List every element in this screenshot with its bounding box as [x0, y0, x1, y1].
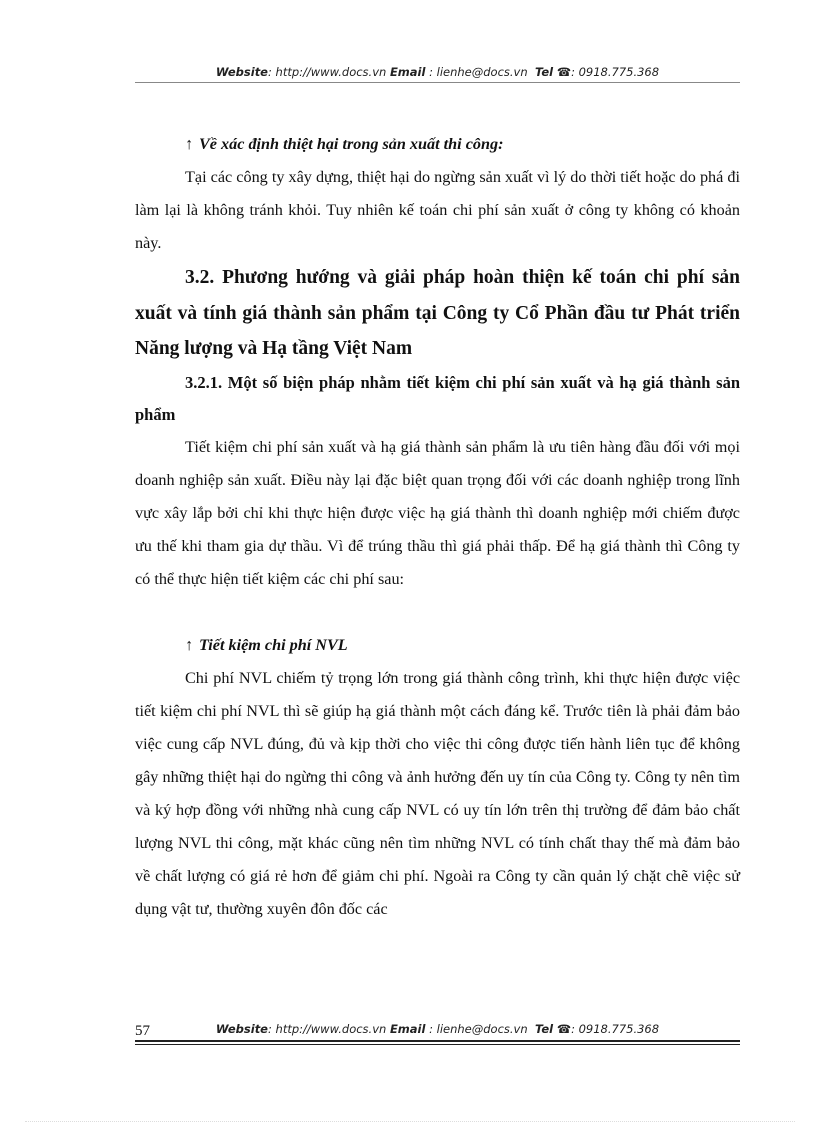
- header-email-label: Email: [389, 65, 426, 79]
- footer-rule-thick: [135, 1040, 740, 1042]
- telephone-icon: ☎: [556, 1022, 572, 1036]
- footer-website-url[interactable]: : http://www.docs.vn: [268, 1022, 387, 1036]
- blank-line: [135, 596, 740, 629]
- bullet-heading-nvl: [135, 629, 740, 662]
- page-header: [135, 65, 740, 79]
- bullet-heading-text: Tiết kiệm chi phí NVL: [199, 635, 348, 654]
- bullet-heading-damage: [135, 128, 740, 161]
- header-tel-label: Tel: [534, 65, 554, 79]
- telephone-icon: ☎: [556, 65, 572, 79]
- footer-tel-label: Tel: [534, 1022, 554, 1036]
- page-edge: [25, 1121, 795, 1122]
- paragraph-3: Chi phí NVL chiếm tỷ trọng lớn trong giá thành công trình, khi thực hiện được việc tiết kiệm chi phí NVL thì sẽ giúp hạ giá thành một cách đáng kể. Trước tiên là phải đảm bảo việc cung cấp NVL đúng, đủ và kịp thời cho việc thi công được tiến hành liên tục để không gây những thiệt hại do ngừng thi công và ảnh hưởng đến uy tín của Công ty. Công ty nên tìm và ký hợp đồng với những nhà cung cấp NVL có uy tín lớn trên thị trường để đảm bảo chất lượng NVL thi công, mặt khác cũng nên tìm những NVL có tính chất thay thế mà đảm bảo về chất lượng có giá rẻ hơn để giảm chi phí. Ngoài ra Công ty cần quản lý chặt chẽ việc sử dụng vật tư, thường xuyên đôn đốc các: [135, 668, 740, 918]
- document-body: [135, 128, 740, 926]
- footer-email-value[interactable]: : lienhe@docs.vn: [429, 1022, 528, 1036]
- footer-website-label: Website: [215, 1022, 268, 1036]
- paragraph-2: Tiết kiệm chi phí sản xuất và hạ giá thành sản phẩm là ưu tiên hàng đầu đối với mọi doanh nghiệp sản xuất. Điều này lại đặc biệt quan trọng đối với các doanh nghiệp trong lĩnh vực xây lắp bởi chỉ khi thực hiện được việc hạ giá thành thì doanh nghiệp mới chiếm được ưu thế khi tham gia dự thầu. Vì để trúng thầu thì giá phải thấp. Để hạ giá thành thì Công ty có thể thực hiện tiết kiệm các chi phí sau:: [135, 437, 740, 588]
- section-heading-3-2: 3.2. Phương hướng và giải pháp hoàn thiện kế toán chi phí sản xuất và tính giá thành sản phẩm tại Công ty Cổ Phần đầu tư Phát triển Năng lượng và Hạ tầng Việt Nam: [135, 267, 740, 359]
- arrow-up-icon: ↑: [185, 635, 194, 654]
- footer-contact: [135, 1022, 740, 1036]
- header-email-value[interactable]: : lienhe@docs.vn: [429, 65, 528, 79]
- bullet-heading-text: Về xác định thiệt hại trong sản xuất thi công:: [199, 135, 504, 153]
- header-website-url[interactable]: : http://www.docs.vn: [268, 65, 387, 79]
- subsection-heading-3-2-1: 3.2.1. Một số biện pháp nhằm tiết kiệm chi phí sản xuất và hạ giá thành sản phẩm: [135, 372, 740, 424]
- header-tel-value: : 0918.775.368: [571, 65, 660, 79]
- header-rule: [135, 82, 740, 83]
- paragraph-1: Tại các công ty xây dựng, thiệt hại do ngừng sản xuất vì lý do thời tiết hoặc do phá đi làm lại là không tránh khỏi. Tuy nhiên kế toán chi phí sản xuất ở công ty không có khoản này.: [135, 168, 740, 252]
- header-website-label: Website: [215, 65, 268, 79]
- page-footer: [135, 1021, 740, 1041]
- page-number: 57: [135, 1023, 150, 1039]
- footer-rule-thin: [135, 1044, 740, 1045]
- footer-email-label: Email: [389, 1022, 426, 1036]
- arrow-up-icon: ↑: [185, 135, 194, 153]
- footer-tel-value: : 0918.775.368: [571, 1022, 660, 1036]
